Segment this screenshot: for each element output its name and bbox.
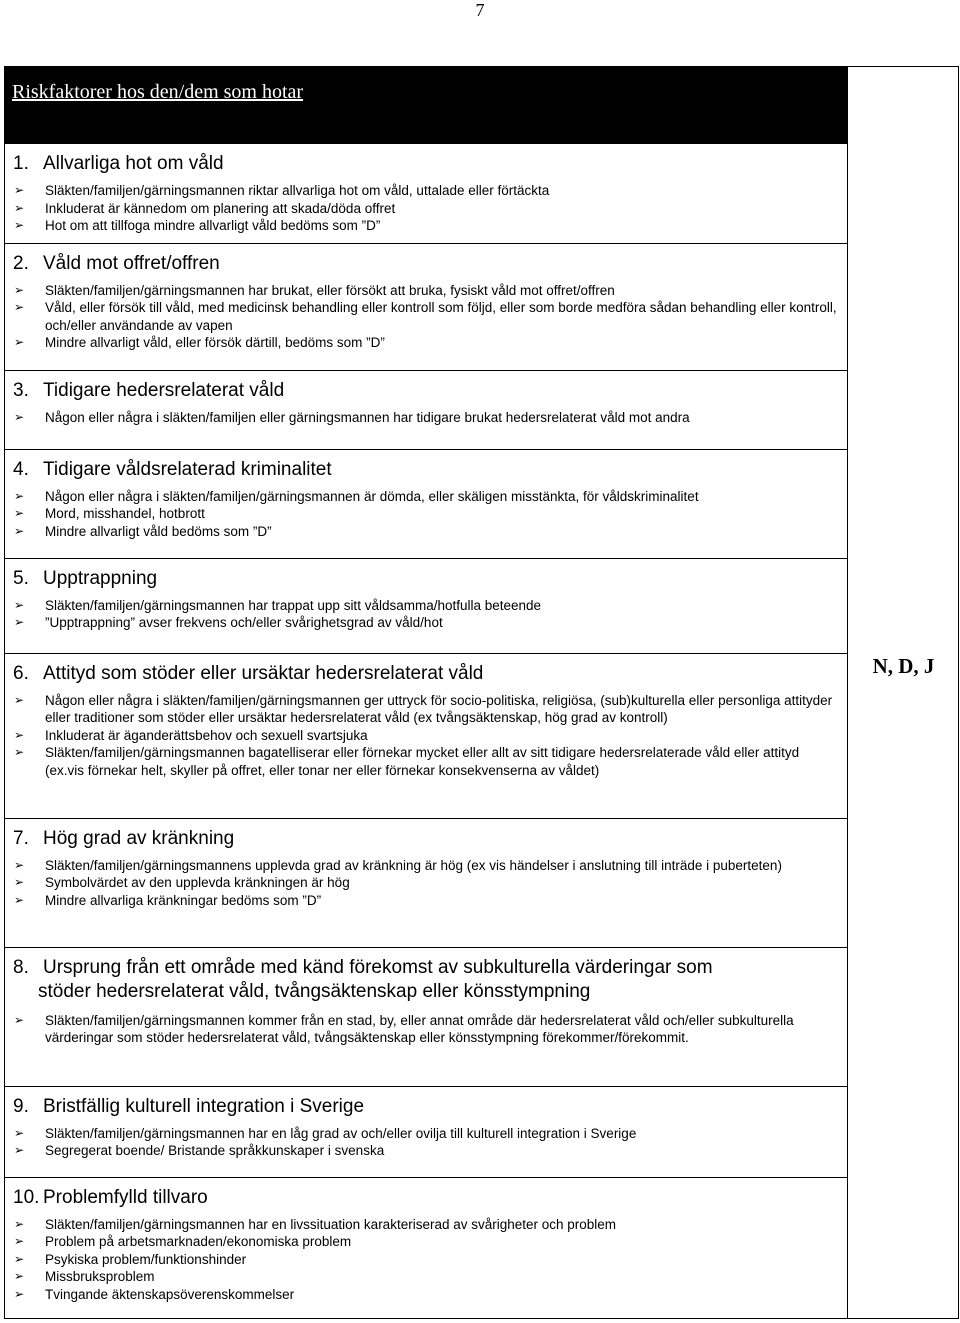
section-7 bbox=[5, 818, 848, 947]
section-title: 6. Attityd som stöder eller ursäktar hedersrelaterat våld bbox=[13, 662, 484, 684]
list-item: ➢ Släkten/familjen/gärningsmannen bagatelliserar eller förnekar mycket eller allt av sitt tidigare hedersrelaterade våld eller attityd (ex.vis förnekar helt, skyller på offret, eller tonar ner eller förnekar konsekvenserna av våldet) bbox=[14, 745, 800, 778]
arrow-bullet-icon: ➢ bbox=[14, 1125, 25, 1140]
section-8 bbox=[5, 947, 848, 1086]
list-item: ➢ Missbruksproblem bbox=[14, 1269, 155, 1284]
arrow-bullet-icon: ➢ bbox=[14, 506, 25, 520]
list-item: ➢ Någon eller några i släkten/familjen/gärningsmannen är dömda, eller skäligen misstänkta, för våldskriminalitet bbox=[14, 488, 699, 504]
arrow-bullet-icon: ➢ bbox=[14, 597, 25, 612]
section-title: 3. Tidigare hedersrelaterat våld bbox=[13, 379, 285, 401]
list-item: ➢ Någon eller några i släkten/familjen/gärningsmannen ger uttryck för socio-politiska, religiösa, (sub)kulturella eller personliga attityder eller traditioner som stöder eller ursäktar hedersrelaterat våld (ex tvångsäktenskap, hög grad av kontroll) bbox=[14, 692, 833, 725]
section-title: 7. Hög grad av kränkning bbox=[13, 827, 235, 849]
section-title: 4. Tidigare våldsrelaterad kriminalitet bbox=[13, 458, 332, 480]
list-item: ➢ Inkluderat är äganderättsbehov och sexuell svartsjuka bbox=[14, 727, 368, 743]
page-number: 7 bbox=[475, 0, 485, 20]
section-title: 5. Upptrappning bbox=[13, 567, 158, 589]
list-item: ➢ Någon eller några i släkten/familjen eller gärningsmannen har tidigare brukat hedersrelaterat våld mot andra bbox=[14, 409, 690, 425]
list-item: ➢ Hot om att tillfoga mindre allvarligt våld bedöms som ”D” bbox=[14, 218, 381, 233]
arrow-bullet-icon: ➢ bbox=[14, 875, 25, 889]
arrow-bullet-icon: ➢ bbox=[14, 1143, 25, 1157]
section-row bbox=[5, 653, 959, 818]
list-item: ➢ Psykiska problem/funktionshinder bbox=[14, 1251, 247, 1267]
arrow-bullet-icon: ➢ bbox=[14, 615, 25, 629]
risk-factor-form bbox=[4, 66, 959, 1319]
arrow-bullet-icon: ➢ bbox=[14, 727, 25, 742]
arrow-bullet-icon: ➢ bbox=[14, 282, 25, 297]
arrow-bullet-icon: ➢ bbox=[14, 488, 25, 503]
arrow-bullet-icon: ➢ bbox=[14, 1286, 25, 1301]
section-2 bbox=[5, 243, 848, 370]
section-title: 1. Allvarliga hot om våld bbox=[13, 153, 224, 174]
arrow-bullet-icon: ➢ bbox=[14, 523, 25, 538]
arrow-bullet-icon: ➢ bbox=[14, 183, 25, 197]
arrow-bullet-icon: ➢ bbox=[14, 1269, 25, 1283]
list-item: ➢ Tvingande äktenskapsöverenskommelser bbox=[14, 1286, 295, 1302]
arrow-bullet-icon: ➢ bbox=[14, 745, 25, 759]
list-item: ➢ ”Upptrappning” avser frekvens och/eller svårighetsgrad av våld/hot bbox=[14, 615, 443, 630]
arrow-bullet-icon: ➢ bbox=[14, 692, 25, 707]
section-row bbox=[5, 818, 959, 947]
list-item: ➢ Släkten/familjen/gärningsmannens upplevda grad av kränkning är hög (ex vis händelser i anslutning till inträde i puberteten) bbox=[14, 857, 782, 873]
list-item: ➢ Mindre allvarligt våld bedöms som ”D” bbox=[14, 523, 272, 539]
section-3 bbox=[5, 370, 848, 449]
arrow-bullet-icon: ➢ bbox=[14, 218, 25, 232]
form-header-row bbox=[5, 67, 959, 144]
list-item: ➢ Inkluderat är kännedom om planering att skada/döda offret bbox=[14, 200, 396, 216]
form-title: Riskfaktorer hos den/dem som hotar bbox=[12, 81, 304, 103]
list-item: ➢ Symbolvärdet av den upplevda kränkningen är hög bbox=[14, 875, 350, 890]
arrow-bullet-icon: ➢ bbox=[14, 200, 25, 215]
rating-code-header: N, D, J bbox=[872, 654, 935, 679]
section-row bbox=[5, 558, 959, 653]
section-5 bbox=[5, 558, 848, 653]
section-row bbox=[5, 243, 959, 370]
arrow-bullet-icon: ➢ bbox=[14, 857, 25, 872]
section-title: 2. Våld mot offret/offren bbox=[13, 252, 220, 274]
list-item: ➢ Mindre allvarligt våld, eller försök därtill, bedöms som ”D” bbox=[14, 335, 385, 350]
arrow-bullet-icon: ➢ bbox=[14, 1216, 25, 1231]
list-item: ➢ Segregerat boende/ Bristande språkkunskaper i svenska bbox=[14, 1143, 385, 1158]
section-row bbox=[5, 144, 959, 244]
list-item: ➢ Mindre allvarliga kränkningar bedöms som ”D” bbox=[14, 892, 322, 908]
list-item: ➢ Släkten/familjen/gärningsmannen har en låg grad av och/eller ovilja till kulturell integration i Sverige bbox=[14, 1125, 637, 1141]
arrow-bullet-icon: ➢ bbox=[14, 892, 25, 907]
list-item: ➢ Släkten/familjen/gärningsmannen kommer från en stad, by, eller annat område där hedersrelaterat våld och/eller subkulturella värderingar som stöder hedersrelaterat våld, tvångsäktenskap eller könsstympning förekommer/förekommit. bbox=[14, 1012, 794, 1045]
list-item: ➢ Släkten/familjen/gärningsmannen riktar allvarliga hot om våld, uttalade eller förtäckta bbox=[14, 183, 550, 198]
list-item: ➢ Släkten/familjen/gärningsmannen har trappat upp sitt våldsamma/hotfulla beteende bbox=[14, 597, 542, 613]
form-title-cell bbox=[5, 67, 848, 144]
list-item: ➢ Släkten/familjen/gärningsmannen har en livssituation karakteriserad av svårigheter och problem bbox=[14, 1216, 617, 1232]
section-title: 9. Bristfällig kulturell integration i Sverige bbox=[13, 1095, 365, 1117]
section-10 bbox=[5, 1177, 848, 1318]
list-item: ➢ Släkten/familjen/gärningsmannen har brukat, eller försökt att bruka, fysiskt våld mot offret/offren bbox=[14, 282, 615, 298]
arrow-bullet-icon: ➢ bbox=[14, 1234, 25, 1248]
arrow-bullet-icon: ➢ bbox=[14, 409, 25, 424]
section-6 bbox=[5, 653, 848, 818]
arrow-bullet-icon: ➢ bbox=[14, 300, 25, 314]
arrow-bullet-icon: ➢ bbox=[14, 335, 25, 349]
arrow-bullet-icon: ➢ bbox=[14, 1251, 25, 1266]
section-4 bbox=[5, 449, 848, 558]
section-row bbox=[5, 449, 959, 558]
section-row bbox=[5, 1177, 959, 1318]
list-item: ➢ Problem på arbetsmarknaden/ekonomiska problem bbox=[14, 1234, 352, 1249]
list-item: ➢ Mord, misshandel, hotbrott bbox=[14, 506, 205, 521]
section-title: 8. Ursprung från ett område med känd förekomst av subkulturella värderingar som stöder hedersrelaterat våld, tvångsäktenskap eller könsstympning bbox=[13, 956, 713, 1002]
section-row bbox=[5, 947, 959, 1086]
arrow-bullet-icon: ➢ bbox=[14, 1012, 25, 1027]
section-title: 10. Problemfylld tillvaro bbox=[13, 1186, 208, 1208]
section-row bbox=[5, 370, 959, 449]
section-9 bbox=[5, 1086, 848, 1177]
list-item: ➢ Våld, eller försök till våld, med medicinsk behandling eller kontroll som följd, eller som borde medföra sådan behandling eller kontroll, och/eller användande av vapen bbox=[14, 300, 837, 333]
rating-column bbox=[848, 67, 959, 1319]
section-1 bbox=[5, 144, 848, 244]
section-row bbox=[5, 1086, 959, 1177]
